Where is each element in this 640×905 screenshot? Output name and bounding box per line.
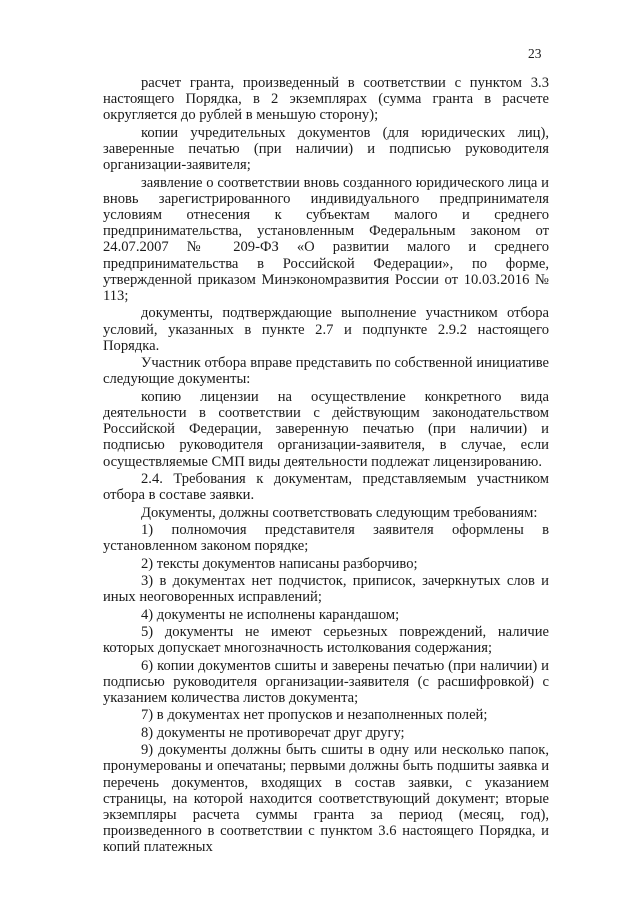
requirement-item-2: 2) тексты документов написаны разборчиво; — [141, 555, 418, 572]
paragraph-confirming-documents: документы, подтверждающие выполнение участником отбора условий, указанных в пункте 2.7 и подпункте 2.9.2 настоящего Порядка. — [103, 305, 549, 354]
paragraph-requirements-intro: Документы, должны соответствовать следующим требованиям: — [141, 504, 538, 521]
page-number: 23 — [528, 46, 542, 61]
paragraph-founding-documents: копии учредительных документов (для юридических лиц), заверенные печатью (при наличии) и подписью руководителя организации-заявителя; — [103, 124, 549, 174]
paragraph-optional-documents-intro: Участник отбора вправе представить по собственной инициативе следующие документы: — [103, 355, 549, 388]
document-body — [103, 75, 549, 857]
paragraph-grant-calculation: расчет гранта, произведенный в соответствии с пунктом 3.3 настоящего Порядка, в 2 экземплярах (сумма гранта в расчете округляется до рублей в меньшую сторону); — [103, 75, 549, 124]
requirement-item-5: 5) документы не имеют серьезных повреждений, наличие которых допускает многозначность истолкования содержания; — [103, 623, 549, 657]
requirement-item-6: 6) копии документов сшиты и заверены печатью (при наличии) и подписью руководителя организации-заявителя (с расшифровкой) с указанием количества листов документа; — [103, 657, 549, 706]
requirement-item-3: 3) в документах нет подчисток, приписок, зачеркнутых слов и иных неоговоренных исправлений; — [103, 572, 549, 606]
requirement-item-4: 4) документы не исполнены карандашом; — [141, 606, 400, 623]
requirement-item-7: 7) в документах нет пропусков и незаполненных полей; — [141, 707, 488, 724]
paragraph-sme-statement: заявление о соответствии вновь созданного юридического лица и вновь зарегистрированного индивидуального предпринимателя условиям отнесения к субъектам малого и среднего предпринимательства, установленным Федеральным законом от 24.07.2007 № 209-ФЗ «О развитии малого и среднего предпринимательства в Российской Федерации», по форме, утвержденной приказом Минэкономразвития России от 10.03.2016 № 113; — [103, 174, 549, 305]
paragraph-license-copy: копию лицензии на осуществление конкретного вида деятельности в соответствии с действующим законодательством Российской Федерации, заверенную печатью (при наличии) и подписью руководителя организации-заявителя, в случае, если осуществляемые СМП виды деятельности подлежат лицензированию. — [103, 388, 549, 470]
requirement-item-9: 9) документы должны быть сшиты в одну или несколько папок, пронумерованы и опечатаны; первыми должны быть подшиты заявка и перечень документов, входящих в состав заявки, с указанием страницы, на которой находится соответствующий документ; вторые экземпляры расчета суммы гранта за период (месяц, год), произведенного в соответствии с пунктом 3.6 настоящего Порядка, и копий платежных — [103, 742, 549, 856]
section-heading-2-4: 2.4. Требования к документам, представляемым участником отбора в составе заявки. — [103, 471, 549, 504]
requirement-item-8: 8) документы не противоречат друг другу; — [141, 724, 405, 741]
requirement-item-1: 1) полномочия представителя заявителя оформлены в установленном законом порядке; — [103, 521, 549, 555]
